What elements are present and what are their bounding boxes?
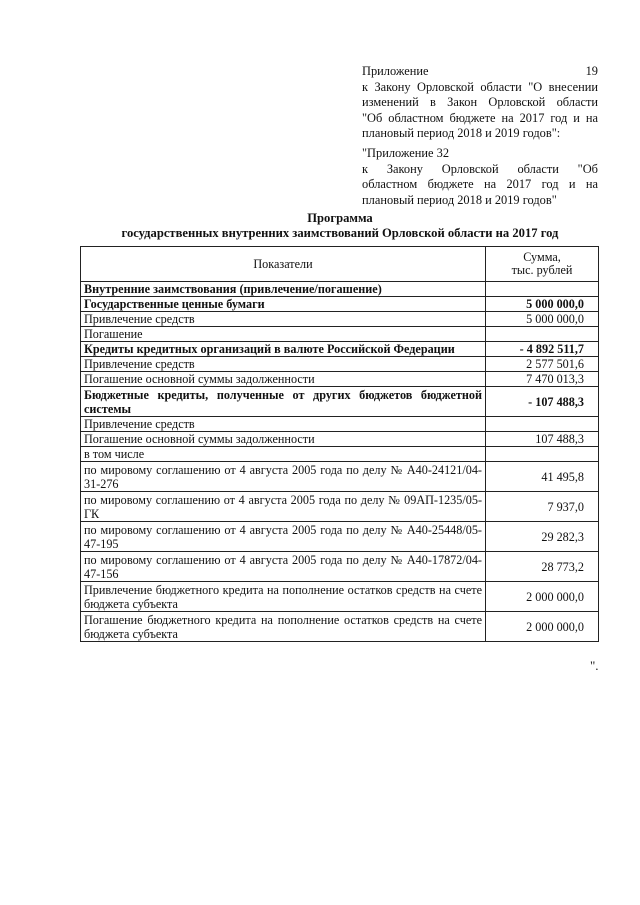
row-value (486, 417, 599, 432)
row-value: 2 000 000,0 (486, 582, 599, 612)
appendix-line: "Об областном бюджете на 2017 год и на (362, 110, 598, 125)
table-row (81, 282, 599, 297)
row-label: по мировому соглашению от 4 августа 2005 года по делу № А40-25448/05-47-195 (81, 522, 486, 552)
row-value (486, 327, 599, 342)
appendix-19-heading (362, 64, 598, 142)
appendix-line: областном бюджете на 2017 год и на (362, 177, 598, 191)
row-value: - 4 892 511,7 (486, 342, 599, 357)
row-label: по мировому соглашению от 4 августа 2005 года по делу № А40-17872/04-47-156 (81, 552, 486, 582)
row-value: 2 577 501,6 (486, 357, 599, 372)
table-row (81, 417, 599, 432)
table-row (81, 492, 599, 522)
row-label: Кредиты кредитных организаций в валюте Российской Федерации (81, 342, 486, 357)
appendix-line: Приложение 19 (362, 64, 598, 78)
table-row (81, 342, 599, 357)
table-row (81, 312, 599, 327)
table-row (81, 447, 599, 462)
row-label: Внутренние заимствования (привлечение/погашение) (81, 282, 486, 297)
closing-quote: ". (590, 658, 599, 673)
table-header-row (81, 247, 599, 282)
appendix-line: изменений в Закон Орловской области (362, 95, 598, 109)
row-label: Привлечение средств (81, 357, 486, 372)
row-label: по мировому соглашению от 4 августа 2005 года по делу № А40-24121/04-31-276 (81, 462, 486, 492)
appendix-line: к Закону Орловской области "О внесении (362, 79, 598, 94)
appendix-line: "Приложение 32 (362, 146, 450, 160)
row-value (486, 282, 599, 297)
row-value: - 107 488,3 (486, 387, 599, 417)
appendix-32-heading (362, 146, 598, 208)
table-row (81, 432, 599, 447)
header-amount-line-2: тыс. рублей (511, 263, 573, 277)
row-value: 29 282,3 (486, 522, 599, 552)
table-row (81, 522, 599, 552)
row-value: 41 495,8 (486, 462, 599, 492)
row-value: 107 488,3 (486, 432, 599, 447)
header-amount-line-1: Сумма, (523, 250, 561, 264)
title-line-1: Программа (307, 211, 373, 225)
row-label: Бюджетные кредиты, полученные от других бюджетов бюджетной системы (81, 387, 486, 417)
row-label: Погашение основной суммы задолженности (81, 432, 486, 447)
header-amount (486, 247, 599, 282)
table-row (81, 552, 599, 582)
header-indicators: Показатели (81, 247, 486, 282)
row-label: Привлечение бюджетного кредита на пополнение остатков средств на счете бюджета субъекта (81, 582, 486, 612)
row-value: 5 000 000,0 (486, 297, 599, 312)
borrowing-program-table (80, 246, 599, 642)
row-value: 7 470 013,3 (486, 372, 599, 387)
table-row (81, 327, 599, 342)
table-row (81, 582, 599, 612)
table-row (81, 462, 599, 492)
row-value: 28 773,2 (486, 552, 599, 582)
row-label: Привлечение средств (81, 417, 486, 432)
title-line-2: государственных внутренних заимствований Орловской области на 2017 год (121, 226, 559, 240)
table-row (81, 387, 599, 417)
document-title (80, 211, 600, 241)
row-label: Погашение (81, 327, 486, 342)
row-label: Привлечение средств (81, 312, 486, 327)
appendix-line: плановый период 2018 и 2019 годов": (362, 126, 561, 140)
table-row (81, 612, 599, 642)
row-label: Погашение основной суммы задолженности (81, 372, 486, 387)
table-row (81, 297, 599, 312)
row-label: по мировому соглашению от 4 августа 2005 года по делу № 09АП-1235/05-ГК (81, 492, 486, 522)
row-label: Государственные ценные бумаги (81, 297, 486, 312)
row-value (486, 447, 599, 462)
row-value: 7 937,0 (486, 492, 599, 522)
table-row (81, 357, 599, 372)
row-value: 5 000 000,0 (486, 312, 599, 327)
row-value: 2 000 000,0 (486, 612, 599, 642)
appendix-line: плановый период 2018 и 2019 годов" (362, 192, 557, 207)
table-row (81, 372, 599, 387)
appendix-line: к Закону Орловской области "Об (362, 161, 598, 176)
row-label: Погашение бюджетного кредита на пополнение остатков средств на счете бюджета субъекта (81, 612, 486, 642)
row-label: в том числе (81, 447, 486, 462)
